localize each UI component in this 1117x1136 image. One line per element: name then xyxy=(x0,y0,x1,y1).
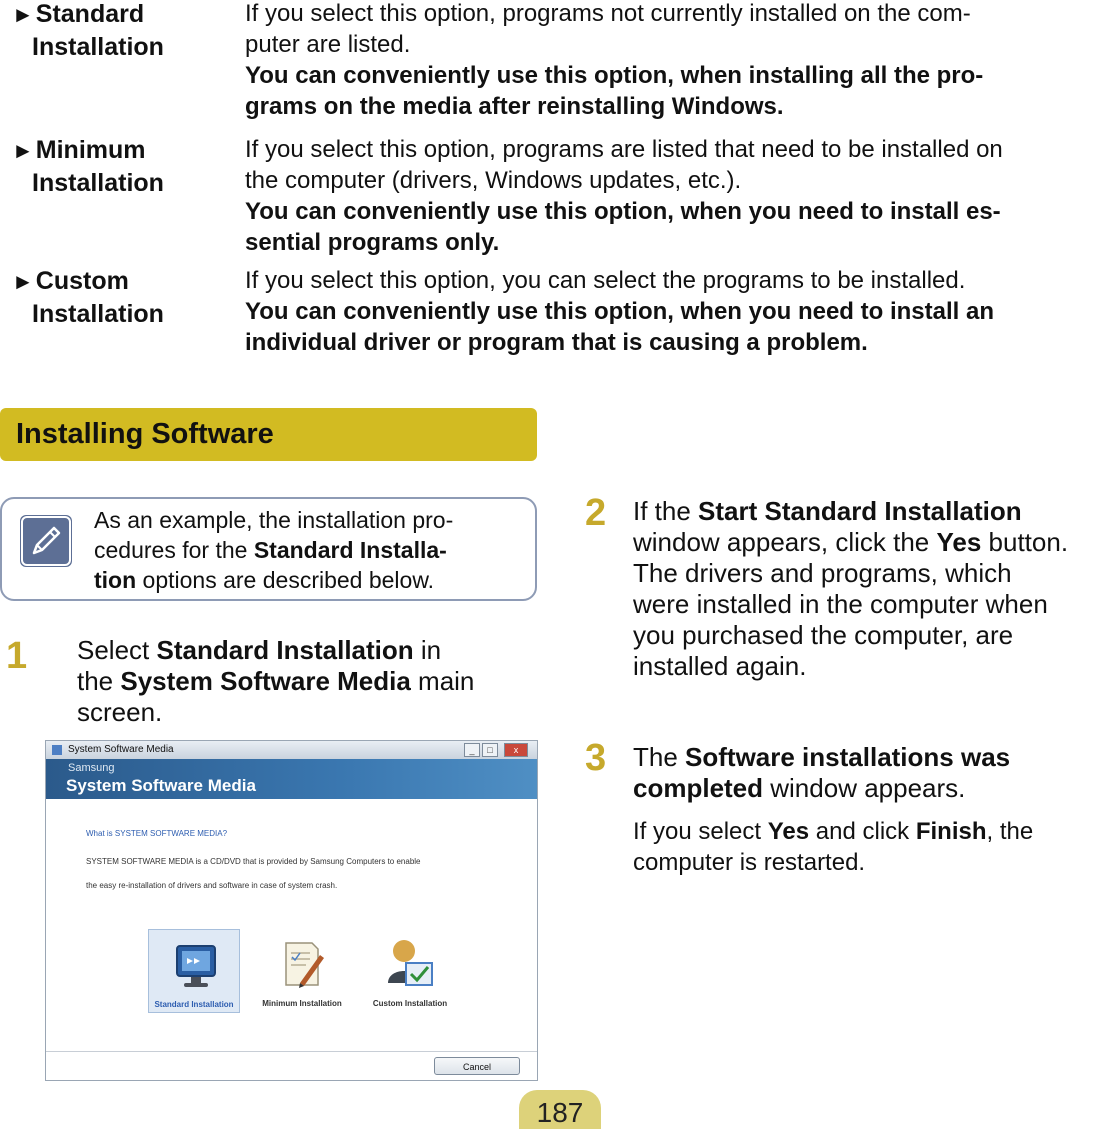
window-titlebar xyxy=(46,741,537,760)
brand-title: System Software Media xyxy=(66,776,256,795)
person-check-icon xyxy=(386,937,436,993)
tile-label-minimum: Minimum Installation xyxy=(262,999,342,1008)
custom-installation-tile[interactable] xyxy=(364,929,456,1013)
brand-small: Samsung xyxy=(68,762,115,774)
step-2-text: If the Start Standard Installation window appears, click the Yes button. The drivers and programs, which were installed in the computer when you purchased the computer, are installed again. xyxy=(633,496,1069,681)
step-1-text: Select Standard Installation in the System Software Media main screen. xyxy=(77,635,475,727)
app-banner xyxy=(46,759,537,799)
step-number-2: 2 xyxy=(585,492,607,534)
option-desc-custom: If you select this option, you can select the programs to be installed. You can conveniently use this option, when you need to install an individual driver or program that is causing a problem. xyxy=(245,267,994,356)
option-term-custom: ►Custom Installation xyxy=(12,267,164,328)
monitor-icon xyxy=(175,944,217,990)
info-paragraph-1: SYSTEM SOFTWARE MEDIA is a CD/DVD that is provided by Samsung Computers to enable xyxy=(86,857,421,866)
close-button[interactable]: x xyxy=(504,743,528,757)
option-term-standard: ►Standard Installation xyxy=(12,0,164,61)
page-number: 187 xyxy=(519,1090,601,1129)
arrow-right-icon: ► xyxy=(12,269,34,294)
minimum-installation-tile[interactable] xyxy=(256,929,348,1013)
option-desc-standard: If you select this option, programs not currently installed on the com- puter are listed. You can conveniently use this option, when installing all the pro- grams on the media after reinstalling Windows. xyxy=(245,0,984,120)
step-3-subtext: If you select Yes and click Finish, the computer is restarted. xyxy=(633,818,1034,876)
note-box xyxy=(0,497,537,601)
step-number-1: 1 xyxy=(6,635,28,677)
info-paragraph-2: the easy re-installation of drivers and software in case of system crash. xyxy=(86,881,338,890)
footer-divider xyxy=(46,1051,537,1052)
app-icon xyxy=(52,745,62,755)
option-term-minimum: ►Minimum Installation xyxy=(12,136,164,197)
note-text: As an example, the installation pro- cedures for the Standard Installa- tion options are described below. xyxy=(94,507,454,593)
tile-label-custom: Custom Installation xyxy=(372,999,448,1008)
step-number-3: 3 xyxy=(585,737,607,779)
step-3-text: The Software installations was completed window appears. xyxy=(633,742,1011,803)
arrow-right-icon: ► xyxy=(12,2,34,27)
standard-installation-tile[interactable] xyxy=(148,929,240,1013)
arrow-right-icon: ► xyxy=(12,138,34,163)
info-question: What is SYSTEM SOFTWARE MEDIA? xyxy=(86,829,228,838)
minimize-button[interactable]: _ xyxy=(464,743,480,757)
system-software-media-screenshot xyxy=(45,740,538,1081)
option-desc-minimum: If you select this option, programs are listed that need to be installed on the computer (drivers, Windows updates, etc.). You can conveniently use this option, when you need to install es- sential programs only. xyxy=(245,136,1003,256)
tile-label-standard: Standard Installation xyxy=(154,1000,234,1009)
maximize-button[interactable]: □ xyxy=(482,743,498,757)
section-header: Installing Software xyxy=(0,408,537,461)
pencil-icon xyxy=(20,515,72,567)
document-pen-icon xyxy=(280,939,326,991)
cancel-button[interactable]: Cancel xyxy=(434,1057,520,1075)
window-title: System Software Media xyxy=(68,744,174,755)
